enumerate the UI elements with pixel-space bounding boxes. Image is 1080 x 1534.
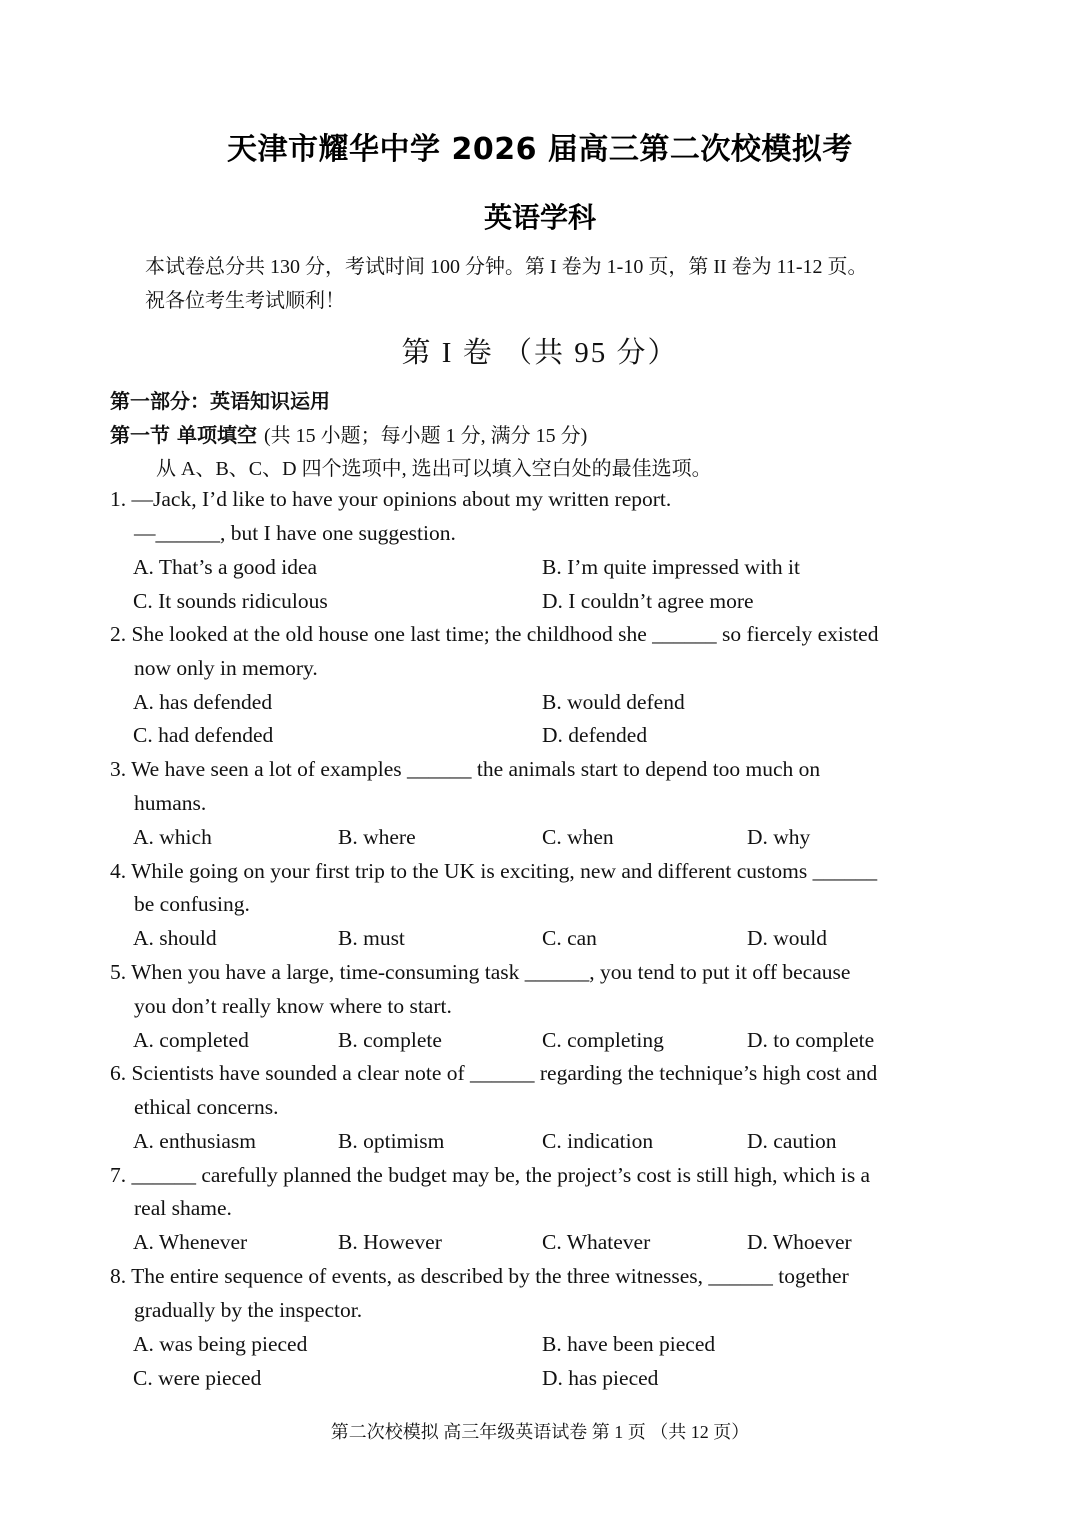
question-4-stem-cont: be confusing.: [134, 892, 250, 916]
question-6-option-c: C. indication: [542, 1129, 654, 1153]
question-7-stem-cont: real shame.: [134, 1196, 232, 1220]
question-8-stem: 8. The entire sequence of events, as described by the three witnesses, ______ together: [110, 1264, 849, 1288]
question-4-option-b: B. must: [338, 926, 405, 950]
exam-intro-line-2: 祝各位考生考试顺利！: [145, 290, 345, 312]
question-8-stem-cont: gradually by the inspector.: [134, 1298, 363, 1322]
section-label: 第一节 单项填空: [110, 423, 257, 447]
question-3-stem: 3. We have seen a lot of examples ______ the animals start to depend too much on: [110, 757, 821, 781]
question-8-option-b: B. have been pieced: [542, 1332, 716, 1356]
question-6-stem-cont: ethical concerns.: [134, 1095, 279, 1119]
question-3-option-b: B. where: [338, 825, 416, 849]
question-6-stem: 6. Scientists have sounded a clear note of ______ regarding the technique’s high cost and: [110, 1061, 878, 1085]
question-5-option-a: A. completed: [133, 1028, 249, 1052]
question-5-stem-cont: you don’t really know where to start.: [134, 994, 452, 1018]
question-6-option-a: A. enthusiasm: [133, 1129, 257, 1153]
question-8-option-a: A. was being pieced: [133, 1332, 308, 1356]
part-title: 第一部分：英语知识运用: [110, 389, 330, 413]
volume-title: 第 I 卷 （共 95 分）: [401, 337, 679, 369]
question-2-option-a: A. has defended: [133, 690, 273, 714]
question-1-option-a: A. That’s a good idea: [133, 555, 318, 579]
question-3-option-c: C. when: [542, 825, 614, 849]
question-4-option-d: D. would: [747, 926, 828, 950]
section-note: (共 15 小题；每小题 1 分, 满分 15 分): [263, 425, 588, 447]
question-1-stem-cont: —______, but I have one suggestion.: [134, 521, 456, 545]
instruction: 从 A、B、C、D 四个选项中, 选出可以填入空白处的最佳选项。: [156, 458, 712, 480]
question-5-option-c: C. completing: [542, 1028, 664, 1052]
question-1-option-c: C. It sounds ridiculous: [133, 589, 328, 613]
question-5-stem: 5. When you have a large, time-consuming task ______, you tend to put it off because: [110, 960, 851, 984]
question-2-stem: 2. She looked at the old house one last time; the childhood she ______ so fiercely existed: [110, 622, 879, 646]
question-3-stem-cont: humans.: [134, 791, 207, 815]
question-4-option-a: A. should: [133, 926, 217, 950]
question-4-stem: 4. While going on your first trip to the UK is exciting, new and different customs ______: [110, 859, 878, 883]
question-3-option-a: A. which: [133, 825, 212, 849]
question-2-option-d: D. defended: [542, 723, 648, 747]
question-1-stem: 1. —Jack, I’d like to have your opinions about my written report.: [110, 487, 672, 511]
question-3-option-d: D. why: [747, 825, 811, 849]
exam-intro-line-1: 本试卷总分共 130 分，考试时间 100 分钟。第 I 卷为 1-10 页，第 II 卷为 11-12 页。: [145, 256, 868, 278]
question-6-option-b: B. optimism: [338, 1129, 445, 1153]
page-footer: 第二次校模拟 高三年级英语试卷 第 1 页 （共 12 页）: [330, 1422, 750, 1442]
question-2-stem-cont: now only in memory.: [134, 656, 318, 680]
question-7-option-c: C. Whatever: [542, 1230, 651, 1254]
question-5-option-b: B. complete: [338, 1028, 442, 1052]
question-7-option-d: D. Whoever: [747, 1230, 852, 1254]
question-1-option-b: B. I’m quite impressed with it: [542, 555, 800, 579]
question-1-option-d: D. I couldn’t agree more: [542, 589, 754, 613]
question-7-option-a: A. Whenever: [133, 1230, 248, 1254]
section-heading: [110, 419, 587, 448]
question-2-option-b: B. would defend: [542, 690, 685, 714]
question-5-option-d: D. to complete: [747, 1028, 875, 1052]
exam-title: 天津市耀华中学 2026 届高三第二次校模拟考: [227, 132, 853, 167]
question-7-option-b: B. However: [338, 1230, 442, 1254]
question-6-option-d: D. caution: [747, 1129, 837, 1153]
question-2-option-c: C. had defended: [133, 723, 274, 747]
question-4-option-c: C. can: [542, 926, 597, 950]
subject-title: 英语学科: [483, 201, 596, 234]
question-8-option-c: C. were pieced: [133, 1366, 262, 1390]
question-8-option-d: D. has pieced: [542, 1366, 659, 1390]
question-7-stem: 7. ______ carefully planned the budget may be, the project’s cost is still high, which is a: [110, 1163, 871, 1187]
